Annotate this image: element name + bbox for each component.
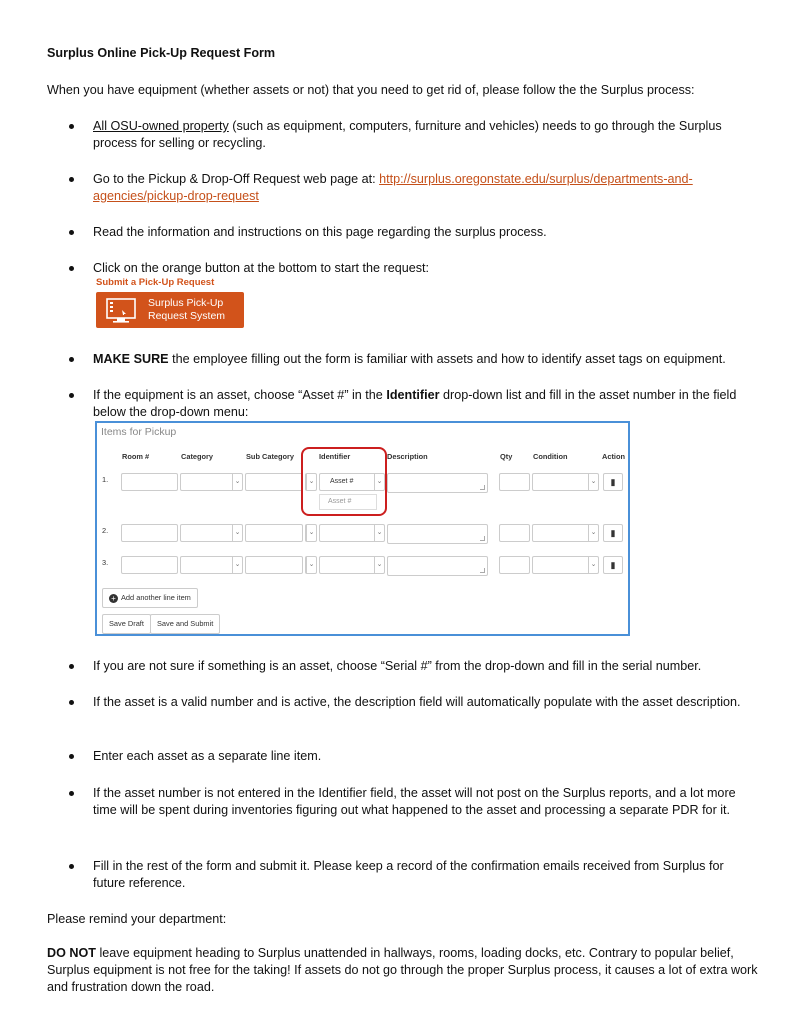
identifier-select[interactable] (319, 556, 385, 574)
monitor-icon (106, 298, 140, 327)
identifier-bold: Identifier (386, 388, 440, 402)
submit-request-caption: Submit a Pick-Up Request (96, 277, 215, 288)
delete-row-button[interactable] (603, 473, 623, 491)
chevron-down-icon: ⌄ (232, 474, 242, 490)
subcategory-select[interactable] (305, 524, 317, 542)
row-number: 2. (102, 526, 109, 535)
bullet-separate-line (93, 748, 753, 765)
chevron-down-icon: ⌄ (588, 474, 598, 490)
col-header-description: Description (387, 452, 428, 461)
col-header-room: Room # (122, 452, 150, 461)
bullet-not-entered (93, 785, 753, 819)
chevron-down-icon: ⌄ (232, 557, 242, 573)
room-input[interactable] (121, 524, 178, 542)
delete-row-button[interactable] (603, 556, 623, 574)
trash-icon: ▮ (610, 477, 616, 487)
delete-row-button[interactable] (603, 524, 623, 542)
pickup-request-link[interactable]: http://surplus.oregonstate.edu/surplus/departments-and-agencies/pickup-drop-request (93, 172, 693, 203)
bullet-go-to-page (93, 171, 753, 205)
bullet-text: If the equipment is an asset, choose “Asset #” in the (93, 388, 387, 402)
bullet-click-orange (93, 260, 753, 277)
add-line-item-label: Add another line item (121, 593, 191, 602)
subcategory-input[interactable] (245, 556, 303, 574)
bullet-text: (such as equipment, computers, furniture and vehicles) needs to go through the Surplus process for selling or recycling. (93, 119, 722, 150)
condition-select[interactable] (532, 556, 599, 574)
save-and-submit-button[interactable] (150, 614, 220, 634)
row-number: 1. (102, 475, 109, 484)
chevron-down-icon: ⌄ (306, 474, 316, 490)
bullet-text: If the asset is a valid number and is active, the description field will automatically populate with the asset description. (93, 695, 741, 709)
chevron-down-icon: ⌄ (232, 525, 242, 541)
bullet-read-info (93, 224, 753, 241)
bullet-text: Go to the Pickup & Drop-Off Request web page at: (93, 172, 380, 186)
chevron-down-icon: ⌄ (374, 474, 384, 490)
qty-input[interactable] (499, 524, 530, 542)
subcategory-input[interactable] (245, 524, 303, 542)
submit-button-line2: Request System (148, 310, 226, 322)
chevron-down-icon: ⌄ (588, 525, 598, 541)
qty-input[interactable] (499, 473, 530, 491)
bullet-text: Enter each asset as a separate line item. (93, 749, 322, 763)
room-input[interactable] (121, 473, 178, 491)
bullet-text: drop-down list and fill in the asset number in the field below the drop-down menu: (93, 388, 737, 419)
category-select[interactable] (180, 524, 243, 542)
trash-icon: ▮ (610, 528, 616, 538)
description-textarea[interactable] (387, 473, 488, 493)
make-sure-bold: MAKE SURE (93, 352, 169, 366)
category-select[interactable] (180, 473, 243, 491)
condition-select[interactable] (532, 473, 599, 491)
room-input[interactable] (121, 556, 178, 574)
save-and-submit-label: Save and Submit (157, 619, 214, 628)
condition-select[interactable] (532, 524, 599, 542)
chevron-down-icon: ⌄ (306, 525, 316, 541)
submit-button-line1: Surplus Pick-Up (148, 297, 224, 309)
col-header-action: Action (602, 452, 625, 461)
bullet-text: Read the information and instructions on this page regarding the surplus process. (93, 225, 547, 239)
save-draft-label: Save Draft (109, 619, 144, 628)
surplus-pickup-request-button[interactable] (96, 292, 244, 328)
chevron-down-icon: ⌄ (374, 525, 384, 541)
final-text: leave equipment heading to Surplus unattended in hallways, rooms, loading docks, etc. Contrary to popular belief, Surplus equipment is not free for the taking! If assets do not go through the proper Surplus process, it causes a lot of extra work and frustration down the road. (47, 946, 758, 994)
final-paragraph (47, 945, 767, 996)
chevron-down-icon: ⌄ (588, 557, 598, 573)
identifier-highlight (301, 447, 387, 516)
col-header-category: Category (181, 452, 214, 461)
col-header-qty: Qty (500, 452, 513, 461)
submit-button-label (148, 297, 225, 323)
identifier-value: Asset # (330, 478, 354, 485)
col-header-condition: Condition (533, 452, 568, 461)
osu-property-underlined: All OSU-owned property (93, 119, 229, 133)
plus-circle-icon: + (109, 594, 118, 603)
trash-icon: ▮ (610, 560, 616, 570)
document-title: Surplus Online Pick-Up Request Form (47, 46, 276, 60)
add-line-item-button[interactable] (102, 588, 198, 608)
intro-paragraph: When you have equipment (whether assets or not) that you need to get rid of, please follow the the Surplus process: (47, 83, 695, 97)
bullet-asset-identifier (93, 387, 753, 421)
identifier-select[interactable] (319, 524, 385, 542)
bullet-serial (93, 658, 753, 675)
bullet-text: the employee filling out the form is familiar with assets and how to identify asset tags on equipment. (168, 352, 726, 366)
description-textarea[interactable] (387, 556, 488, 576)
col-header-subcategory: Sub Category (246, 452, 295, 461)
bullet-make-sure (93, 351, 753, 368)
bullet-valid-asset (93, 694, 753, 711)
row-number: 3. (102, 558, 109, 567)
bullet-text: Fill in the rest of the form and submit it. Please keep a record of the confirmation emails received from Surplus for future reference. (93, 859, 724, 890)
col-header-identifier: Identifier (319, 452, 351, 461)
subcategory-input[interactable] (245, 473, 303, 491)
do-not-bold: DO NOT (47, 946, 96, 960)
bullet-text: If you are not sure if something is an asset, choose “Serial #” from the drop-down and fill in the serial number. (93, 659, 702, 673)
bullet-text: If the asset number is not entered in the Identifier field, the asset will not post on the Surplus reports, and a lot more time will be spent during inventories figuring out what happened to the asset and processing a separate PDR for it. (93, 786, 736, 817)
bullet-text: Click on the orange button at the bottom to start the request: (93, 261, 430, 275)
bullet-fill-submit (93, 858, 753, 892)
chevron-down-icon: ⌄ (374, 557, 384, 573)
description-textarea[interactable] (387, 524, 488, 544)
save-draft-button[interactable] (102, 614, 151, 634)
form-title: Items for Pickup (101, 426, 177, 438)
bullet-osu-property (93, 118, 753, 152)
qty-input[interactable] (499, 556, 530, 574)
identifier-option[interactable]: Asset # (319, 494, 377, 510)
remind-paragraph: Please remind your department: (47, 912, 227, 926)
subcategory-select[interactable] (305, 556, 317, 574)
chevron-down-icon: ⌄ (306, 557, 316, 573)
category-select[interactable] (180, 556, 243, 574)
